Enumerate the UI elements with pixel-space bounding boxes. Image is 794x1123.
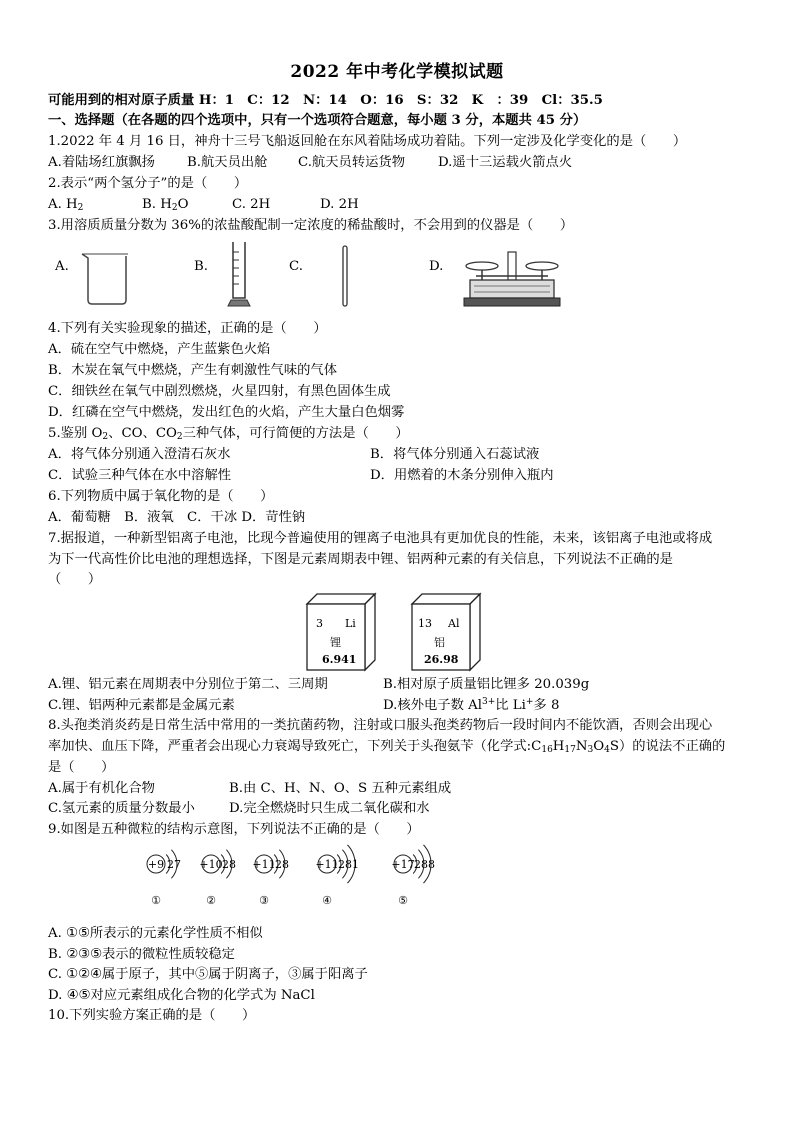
particle-label: ⑤	[398, 894, 408, 907]
q7-line-1: 7.据报道，一种新型铝离子电池，比现今普遍使用的锂离子电池具有更加优良的性能，未来，该铝离子电池或将成	[48, 531, 713, 546]
q4-option-b: B．木炭在氧气中燃烧，产生有刺激性气味的气体	[48, 363, 338, 378]
q1-option-d: D.遥十三运载火箭点火	[438, 155, 573, 170]
atomic-masses: 可能用到的相对原子质量 H：1 C：12 N：14 O：16 S：32 K ：39 Cl：35.5	[48, 93, 603, 108]
q8-option-c: C.氢元素的质量分数最小	[48, 801, 195, 816]
q7-option-a: A.锂、铝元素在周期表中分别位于第二、三周期	[48, 677, 328, 692]
q3-stem: 3.用溶质质量分数为 36%的浓盐酸配制一定浓度的稀盐酸时，不会用到的仪器是（ ）	[48, 218, 574, 233]
shell-electron-count: 2	[414, 858, 421, 871]
shell-electron-count: 1	[352, 858, 359, 871]
atomic-structure-diagram	[130, 842, 460, 910]
shell-electron-count: 7	[174, 858, 181, 871]
shell-electron-count: 2	[222, 858, 229, 871]
q1-option-b: B.航天员出舱	[187, 155, 268, 170]
particle-1	[147, 850, 181, 907]
section-heading: 一、选择题（在各题的四个选项中，只有一个选项符合题意，每小题 3 分，本题共 45 分）	[48, 113, 587, 128]
q8-option-d: D.完全燃烧时只生成二氧化碳和水	[229, 801, 430, 816]
shell-electron-count: 2	[338, 858, 345, 871]
q3-option-c-label: C.	[289, 259, 303, 274]
al-symbol: Al	[448, 617, 460, 630]
q8-line-1: 8.头孢类消炎药是日常生活中常用的一类抗菌药物，注射或口服头孢类药物后一段时间内不能饮酒，否则会出现心	[48, 718, 713, 733]
graduated-cylinder-icon	[225, 240, 253, 308]
particle-3	[252, 850, 289, 907]
q3-option-b-label: B.	[194, 259, 208, 274]
q4-stem: 4.下列有关实验现象的描述，正确的是（ ）	[48, 321, 327, 336]
particle-2	[199, 850, 236, 907]
shell-electron-count: 8	[282, 858, 289, 871]
particle-label: ①	[151, 894, 161, 907]
particle-4	[315, 845, 359, 907]
q8-option-b: B.由 C、H、N、O、S 五种元素组成	[229, 781, 452, 796]
q9-option-c: C. ①②④属于原子，其中⑤属于阴离子，③属于阳离子	[48, 967, 368, 982]
q7-option-d: D.核外电子数 $Al^{3+}$比 Li+多 8	[383, 697, 560, 713]
q7-line-2: 为下一代高性价比电池的理想选择，下图是元素周期表中锂、铝两种元素的有关信息，下列说法不正确的是	[48, 552, 673, 567]
particle-5	[391, 845, 435, 907]
q7-option-b: B.相对原子质量铝比锂多 20.039g	[383, 677, 590, 692]
beaker-icon	[80, 250, 132, 306]
q2-option-d: D. 2H	[320, 197, 359, 212]
nucleus-charge: +17	[391, 858, 415, 871]
q2-stem: 2.表示“两个氢分子”的是（ ）	[48, 176, 248, 191]
q2-option-b: B. $H_2O$	[142, 197, 189, 213]
particle-label: ③	[259, 894, 269, 907]
shell-electron-count: 2	[275, 858, 282, 871]
q2-option-a: A. $H_2$	[48, 197, 84, 213]
q2-option-c: C. 2H	[232, 197, 271, 212]
shell-electron-count: 2	[167, 858, 174, 871]
q3-option-a-label: A.	[55, 259, 69, 274]
shell-electron-count: 8	[428, 858, 435, 871]
q5-option-d: D．用燃着的木条分别伸入瓶内	[370, 468, 554, 483]
q4-option-d: D．红磷在空气中燃烧，发出红色的火焰，产生大量白色烟雾	[48, 405, 405, 420]
al-atomic-number: 13	[418, 617, 432, 630]
q7-option-c: C.锂、铝两种元素都是金属元素	[48, 698, 235, 713]
shell-electron-count: 8	[229, 858, 236, 871]
q9-option-b: B. ②③⑤表示的微粒性质较稳定	[48, 947, 235, 962]
q6-options: A．葡萄糖 B．液氧 C．干冰 D．苛性钠	[48, 510, 306, 525]
li-atomic-number: 3	[316, 617, 323, 630]
q3-option-d-label: D.	[429, 259, 444, 274]
q7-line-3: （ ）	[48, 572, 102, 587]
shell-electron-count: 8	[421, 858, 428, 871]
particle-label: ②	[206, 894, 216, 907]
q9-stem: 9.如图是五种微粒的结构示意图，下列说法不正确的是（ ）	[48, 822, 420, 837]
al-mass: 26.98	[424, 653, 459, 666]
q1-option-c: C.航天员转运货物	[298, 155, 406, 170]
q4-option-c: C．细铁丝在氧气中剧烈燃烧，火星四射，有黑色固体生成	[48, 384, 391, 399]
q10-stem: 10.下列实验方案正确的是（ ）	[48, 1008, 256, 1023]
page-title: 2022 年中考化学模拟试题	[290, 62, 504, 82]
shell-electron-count: 8	[345, 858, 352, 871]
q6-stem: 6.下列物质中属于氧化物的是（ ）	[48, 489, 274, 504]
balance-scale-icon	[462, 246, 562, 310]
nucleus-charge: +9	[147, 858, 165, 871]
nucleus-charge: +11	[252, 858, 276, 871]
q5-option-a: A．将气体分别通入澄清石灰水	[48, 447, 231, 462]
li-mass: 6.941	[322, 653, 357, 666]
q1-stem: 1.2022 年 4 月 16 日，神舟十三号飞船返回舱在东风着陆场成功着陆。下列一定涉及化学变化的是（ ）	[48, 134, 687, 149]
q5-option-c: C．试验三种气体在水中溶解性	[48, 468, 232, 483]
li-symbol: Li	[345, 617, 356, 630]
q8-line-2: 率加快、血压下降，严重者会出现心力衰竭导致死亡，下列关于头孢氨苄（化学式$:C_{16}H_{17}N_3O_4S$）的说法不正确的	[48, 739, 726, 755]
q4-option-a: A．硫在空气中燃烧，产生蓝紫色火焰	[48, 342, 271, 357]
al-name: 铝	[434, 636, 445, 649]
q8-option-a: A.属于有机化合物	[48, 781, 155, 796]
nucleus-charge: +10	[199, 858, 223, 871]
q9-option-d: D. ④⑤对应元素组成化合物的化学式为 NaCl	[48, 988, 315, 1003]
q5-option-b: B．将气体分别通入石蕊试液	[370, 447, 540, 462]
q8-line-3: 是（ ）	[48, 760, 115, 775]
q1-option-a: A.着陆场红旗飘扬	[48, 155, 155, 170]
particle-label: ④	[322, 894, 332, 907]
nucleus-charge: +11	[315, 858, 339, 871]
li-name: 锂	[330, 636, 341, 649]
glass-rod-icon	[340, 244, 352, 310]
q5-stem: 5.鉴别 $O_2$、CO、$CO_2$三种气体，可行简便的方法是（ ）	[48, 426, 409, 442]
q9-option-a: A. ①⑤所表示的元素化学性质不相似	[48, 926, 263, 941]
